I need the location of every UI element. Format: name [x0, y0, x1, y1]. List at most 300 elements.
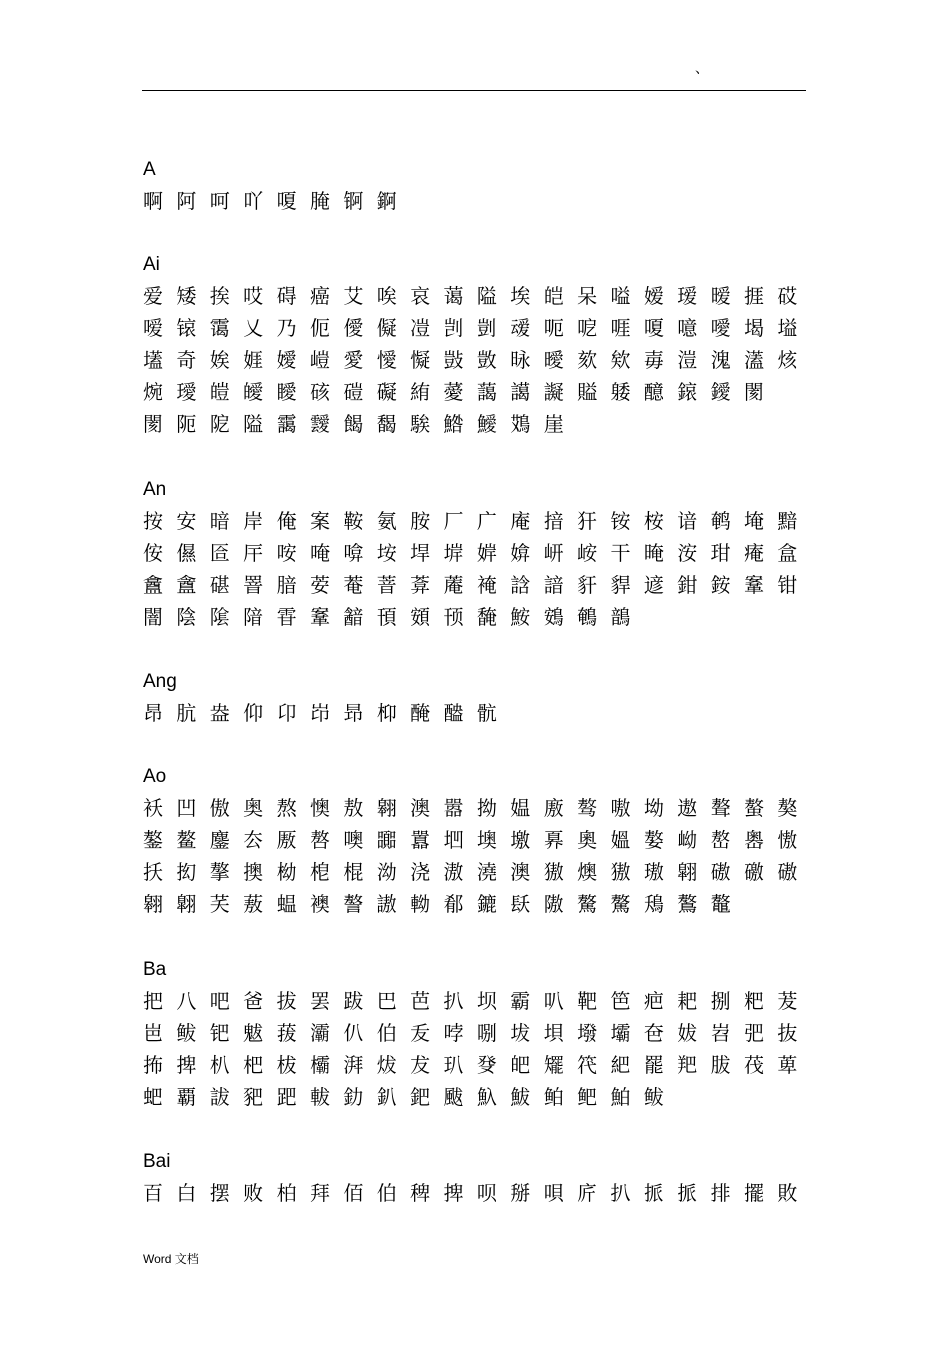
character: 藹: [476, 380, 497, 404]
character: 呆: [577, 284, 598, 308]
character: 白: [176, 1181, 197, 1205]
character: 鞌: [309, 605, 330, 629]
character: 慠: [777, 828, 798, 852]
character: 鶕: [610, 605, 631, 629]
character: 按: [143, 509, 163, 533]
character: 岸: [243, 509, 264, 533]
character: 茇: [777, 989, 798, 1013]
character: 娭: [209, 348, 230, 372]
char-rows: [143, 1177, 823, 1209]
character: 獓: [610, 860, 631, 884]
character: 萻: [376, 573, 397, 597]
character: 嗷: [610, 796, 631, 820]
character: 隞: [543, 892, 564, 916]
character: 岧: [710, 1021, 731, 1045]
character: 鷔: [677, 892, 698, 916]
character: 躷: [610, 380, 631, 404]
character: 捭: [176, 1053, 197, 1077]
character: 礙: [376, 380, 397, 404]
character: 婩: [476, 541, 497, 565]
character: 揞: [543, 509, 564, 533]
character: 扒: [443, 989, 464, 1013]
character: 鹌: [710, 509, 731, 533]
character: 螯: [744, 796, 765, 820]
character: 蔜: [243, 892, 264, 916]
char-row: [143, 1177, 823, 1209]
char-row: [143, 888, 823, 920]
character: 拜: [309, 1181, 330, 1205]
character: 嚻: [376, 828, 397, 852]
char-row: [143, 185, 823, 217]
character: 堓: [443, 541, 464, 565]
character: 俺: [276, 509, 297, 533]
section-heading: An: [143, 479, 167, 500]
character: 鎄: [677, 380, 698, 404]
character: 璈: [643, 860, 664, 884]
character: 銨: [710, 573, 731, 597]
character: 硋: [309, 380, 330, 404]
character: 叆: [510, 316, 531, 340]
character: 胺: [410, 509, 431, 533]
character: 儑: [176, 541, 197, 565]
character: 翶: [677, 860, 698, 884]
character: 砹: [777, 284, 798, 308]
char-row: [143, 569, 823, 601]
character: 蔼: [443, 284, 464, 308]
character: 奥: [243, 796, 264, 820]
char-row: [143, 505, 823, 537]
character: 梎: [309, 860, 330, 884]
character: 皅: [510, 1053, 531, 1077]
character: 廒: [543, 796, 564, 820]
character: 厫: [276, 828, 297, 852]
character: 泑: [376, 860, 397, 884]
character: 欬: [577, 348, 598, 372]
character: 夿: [643, 1021, 664, 1045]
character: 紦: [610, 1053, 631, 1077]
character: 軷: [309, 1085, 330, 1109]
section-ao: [143, 762, 823, 920]
character: 魃: [243, 1021, 264, 1045]
character: 燠: [577, 860, 598, 884]
character: 昂: [143, 701, 163, 725]
character: 媕: [510, 541, 531, 565]
character: 罢: [309, 989, 330, 1013]
character: 鲌: [543, 1085, 564, 1109]
character: 桉: [643, 509, 664, 533]
character: 鏕: [476, 892, 497, 916]
character: 鈀: [410, 1085, 431, 1109]
character: 懊: [309, 796, 330, 820]
character: 盫: [143, 573, 163, 597]
character: 薆: [443, 380, 464, 404]
character: 礉: [744, 860, 765, 884]
character: 騃: [410, 412, 431, 436]
character: 釟: [376, 1085, 397, 1109]
character: 滶: [443, 860, 464, 884]
character: 八: [176, 989, 197, 1013]
character: 蚆: [143, 1085, 163, 1109]
character: 羓: [677, 1053, 698, 1077]
char-row: [143, 1017, 823, 1049]
character: 豝: [243, 1085, 264, 1109]
character: 耙: [677, 989, 698, 1013]
character: 晻: [643, 541, 664, 565]
character: 挀: [643, 1181, 664, 1205]
character: 骜: [577, 796, 598, 820]
char-row: [143, 985, 823, 1017]
character: 哀: [410, 284, 431, 308]
character: 瑷: [677, 284, 698, 308]
character: 鴳: [543, 605, 564, 629]
character: 把: [143, 989, 163, 1013]
character: 侒: [143, 541, 163, 565]
character: 犮: [410, 1053, 431, 1077]
character: 吧: [209, 989, 230, 1013]
character: 獓: [543, 860, 564, 884]
section-bai: [143, 1147, 823, 1209]
character: 笆: [610, 989, 631, 1013]
character: 岍: [543, 541, 564, 565]
character: 濭: [744, 348, 765, 372]
character: 犴: [577, 509, 598, 533]
character: 譺: [543, 380, 564, 404]
character: 棍: [343, 860, 364, 884]
character: 鲃: [577, 1085, 598, 1109]
character: 枊: [376, 701, 397, 725]
character: 頇: [376, 605, 397, 629]
section-a: [143, 155, 823, 217]
character: 餲: [343, 412, 364, 436]
character: 腌: [309, 189, 330, 213]
character: 擺: [744, 1181, 765, 1205]
character: 鉗: [677, 573, 698, 597]
character: 嫯: [643, 828, 664, 852]
character: 罯: [243, 573, 264, 597]
character: 凹: [176, 796, 197, 820]
character: 芺: [209, 892, 230, 916]
character: 昻: [343, 701, 364, 725]
character: 擙: [243, 860, 264, 884]
character: 柪: [276, 860, 297, 884]
character: 峖: [577, 541, 598, 565]
character: 庵: [510, 509, 531, 533]
character: 萆: [777, 1053, 798, 1077]
character: 癌: [309, 284, 330, 308]
character: 谙: [677, 509, 698, 533]
character: 聱: [710, 796, 731, 820]
character: 噯: [710, 316, 731, 340]
character: 阿: [176, 189, 197, 213]
character: 灞: [309, 1021, 330, 1045]
character: 奡: [543, 828, 564, 852]
character: 嗄: [276, 189, 297, 213]
character: 敳: [476, 348, 497, 372]
character: 翱: [143, 892, 163, 916]
character: 敱: [443, 348, 464, 372]
character: 癹: [476, 1053, 497, 1077]
character: 扷: [143, 860, 163, 884]
character: 稗: [410, 1181, 431, 1205]
character: 卬: [276, 701, 297, 725]
character: 媪: [510, 796, 531, 820]
character: 啽: [343, 541, 364, 565]
character: 鮊: [610, 1085, 631, 1109]
character: 呝: [577, 316, 598, 340]
character: 嬡: [276, 348, 297, 372]
character: 隘: [476, 284, 497, 308]
character: 广: [476, 509, 497, 533]
character: 黯: [777, 509, 798, 533]
character: 暧: [710, 284, 731, 308]
character: 垵: [376, 541, 397, 565]
character: 隌: [243, 605, 264, 629]
char-row: [143, 697, 823, 729]
character: 誝: [510, 573, 531, 597]
char-row: [143, 824, 823, 856]
character: 嶅: [710, 828, 731, 852]
character: 埃: [510, 284, 531, 308]
character: 閡: [143, 412, 163, 436]
character: 靉: [309, 412, 330, 436]
character: 曖: [543, 348, 564, 372]
character: 噫: [677, 316, 698, 340]
section-heading: Ao: [143, 766, 167, 787]
character: 墽: [510, 828, 531, 852]
character: 澳: [410, 796, 431, 820]
character: 唄: [543, 1181, 564, 1205]
character: 氨: [376, 509, 397, 533]
character: 钳: [777, 573, 798, 597]
character: 碪: [209, 573, 230, 597]
character: 澳: [510, 860, 531, 884]
character: 噢: [343, 828, 364, 852]
character: 跋: [343, 989, 364, 1013]
character: 厺: [243, 828, 264, 852]
header-rule: [142, 90, 806, 91]
character: 顸: [443, 605, 464, 629]
character: 岇: [309, 701, 330, 725]
character: 洝: [677, 541, 698, 565]
character: 挀: [677, 1181, 698, 1205]
character: 巴: [376, 989, 397, 1013]
character: 敖: [343, 796, 364, 820]
character: 毐: [643, 348, 664, 372]
character: 儗: [376, 316, 397, 340]
character: 娾: [243, 348, 264, 372]
char-rows: [143, 185, 823, 217]
char-row: [143, 792, 823, 824]
character: 昹: [510, 348, 531, 372]
character: 拔: [276, 989, 297, 1013]
character: 锿: [176, 316, 197, 340]
char-row: [143, 408, 823, 440]
character: 抜: [777, 1021, 798, 1045]
character: 呗: [476, 1181, 497, 1205]
character: 伌: [309, 316, 330, 340]
section-heading: Ba: [143, 959, 167, 980]
character: 墢: [577, 1021, 598, 1045]
character: 欛: [309, 1053, 330, 1077]
character: 掰: [510, 1181, 531, 1205]
character: 盦: [176, 573, 197, 597]
character: 鏖: [209, 828, 230, 852]
char-row: [143, 537, 823, 569]
character: 埯: [744, 509, 765, 533]
character: 鞍: [343, 509, 364, 533]
character: 鱫: [476, 412, 497, 436]
character: 遃: [643, 573, 664, 597]
character: 抝: [176, 860, 197, 884]
character: 瞹: [276, 380, 297, 404]
character: 烗: [777, 348, 798, 372]
character: 厈: [243, 541, 264, 565]
character: 捭: [443, 1181, 464, 1205]
character: 芭: [410, 989, 431, 1013]
character: 澆: [476, 860, 497, 884]
character: 凒: [410, 316, 431, 340]
character: 嫒: [643, 284, 664, 308]
character: 媼: [610, 828, 631, 852]
character: 剀: [443, 316, 464, 340]
character: 鴱: [510, 412, 531, 436]
char-row: [143, 601, 823, 633]
character: 肮: [176, 701, 197, 725]
character: 鏊: [143, 828, 163, 852]
character: 袄: [143, 796, 163, 820]
character: 垻: [543, 1021, 564, 1045]
character: 蝹: [276, 892, 297, 916]
character: 茷: [744, 1053, 765, 1077]
character: 皑: [543, 284, 564, 308]
character: 咹: [276, 541, 297, 565]
character: 菴: [343, 573, 364, 597]
character: 铵: [610, 509, 631, 533]
character: 柭: [276, 1053, 297, 1077]
character: 閡: [744, 380, 765, 404]
header-mark: 、: [695, 61, 709, 77]
character: 敗: [777, 1181, 798, 1205]
character: 骯: [476, 701, 497, 725]
character: 矲: [543, 1053, 564, 1077]
character: 馣: [476, 605, 497, 629]
character: 鲅: [176, 1021, 197, 1045]
character: 盒: [777, 541, 798, 565]
character: 朳: [209, 1053, 230, 1077]
character: 醷: [643, 380, 664, 404]
char-rows: [143, 697, 823, 729]
character: 矮: [176, 284, 197, 308]
character: 襖: [309, 892, 330, 916]
character: 啀: [610, 316, 631, 340]
character: 溾: [710, 348, 731, 372]
character: 醠: [443, 701, 464, 725]
character: 嶴: [744, 828, 765, 852]
character: 玵: [710, 541, 731, 565]
character: 謷: [343, 892, 364, 916]
character: 裺: [476, 573, 497, 597]
character: 哱: [443, 1021, 464, 1045]
character: 摮: [209, 860, 230, 884]
character: 豻: [577, 573, 598, 597]
character: 僾: [343, 316, 364, 340]
character: 醃: [410, 701, 431, 725]
character: 坳: [643, 796, 664, 820]
character: 嚣: [443, 796, 464, 820]
character: 壒: [143, 348, 163, 372]
character: 杷: [243, 1053, 264, 1077]
character: 啊: [143, 189, 163, 213]
character: 霸: [510, 989, 531, 1013]
character: 炦: [376, 1053, 397, 1077]
section-heading: Bai: [143, 1151, 171, 1172]
character: 葊: [410, 573, 431, 597]
char-row: [143, 1049, 823, 1081]
character: 呃: [543, 316, 564, 340]
character: 嗸: [309, 828, 330, 852]
character: 钯: [209, 1021, 230, 1045]
character: 阸: [209, 412, 230, 436]
character: 軪: [410, 892, 431, 916]
character: 翱: [376, 796, 397, 820]
character: 鑀: [710, 380, 731, 404]
character: 絠: [410, 380, 431, 404]
character: 壩: [610, 1021, 631, 1045]
character: 盎: [209, 701, 230, 725]
character: 貋: [610, 573, 631, 597]
character: 欸: [610, 348, 631, 372]
character: 柏: [276, 1181, 297, 1205]
character: 唉: [376, 284, 397, 308]
character: 懓: [376, 348, 397, 372]
character: 覇: [176, 1085, 197, 1109]
character: 鞌: [744, 573, 765, 597]
character: 詙: [209, 1085, 230, 1109]
character: 墺: [476, 828, 497, 852]
character: 伯: [376, 1021, 397, 1045]
character: 馤: [376, 412, 397, 436]
character: 奧: [577, 828, 598, 852]
character: 跁: [276, 1085, 297, 1109]
character: 庍: [577, 1181, 598, 1205]
character: 摆: [209, 1181, 230, 1205]
character: 败: [243, 1181, 264, 1205]
character: 鼇: [710, 892, 731, 916]
character: 陰: [176, 605, 197, 629]
character: 嗌: [610, 284, 631, 308]
character: 扒: [610, 1181, 631, 1205]
char-row: [143, 344, 823, 376]
character: 颰: [443, 1085, 464, 1109]
character: 弝: [744, 1021, 765, 1045]
character: 溰: [677, 348, 698, 372]
character: 磝: [710, 860, 731, 884]
character: 驁: [610, 892, 631, 916]
character: 韽: [343, 605, 364, 629]
character: 岰: [677, 828, 698, 852]
character: 叐: [410, 1021, 431, 1045]
character: 湃: [343, 1053, 364, 1077]
character: 乂: [243, 316, 264, 340]
footer-label: Word 文档: [143, 1252, 199, 1266]
character: 罷: [643, 1053, 664, 1077]
character: 謸: [376, 892, 397, 916]
character: 荌: [309, 573, 330, 597]
character: 塧: [777, 316, 798, 340]
character: 呵: [209, 189, 230, 213]
char-row: [143, 312, 823, 344]
character: 胈: [710, 1053, 731, 1077]
